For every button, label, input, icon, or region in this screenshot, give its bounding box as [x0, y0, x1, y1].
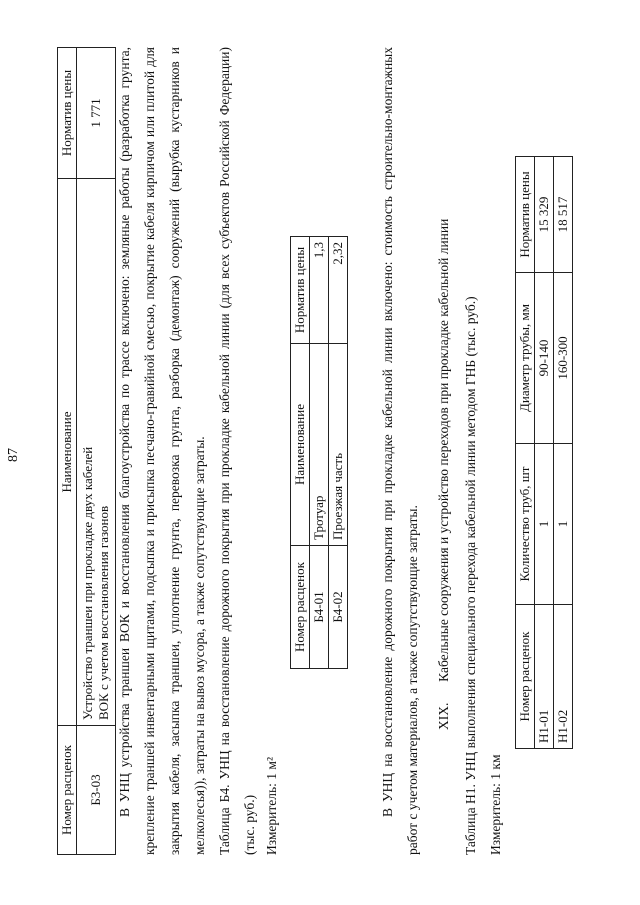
section-heading [436, 219, 452, 730]
section-number: XIX. [436, 702, 451, 730]
table-header-code: Номер расценок [516, 605, 535, 749]
cell-name: Проезжая часть [329, 344, 348, 546]
table-header-price: Норматив цены [58, 48, 77, 179]
table-row [310, 237, 329, 669]
table-row [554, 157, 573, 749]
cell-diameter: 160-300 [554, 273, 573, 444]
cell-name [77, 179, 116, 726]
section-title: Кабельные сооружения и устройство переходов при прокладке кабельной линии [436, 218, 451, 682]
table-header-name: Наименование [58, 179, 77, 726]
table-header-price: Норматив цены [516, 157, 535, 273]
table-b3 [57, 47, 116, 855]
table-row [329, 237, 348, 669]
cell-price: 1,3 [310, 237, 329, 344]
table-header-name: Наименование [291, 344, 310, 546]
table-b4-caption: Таблица Б4. УНЦ на восстановление дорожного покрытия при прокладке кабельной линии (для всех субъектов Российской Федерации) (тыс. руб.) [217, 47, 257, 855]
cell-price: 18 517 [554, 157, 573, 273]
table-header-row [58, 48, 77, 855]
table-header-count: Количество труб, шт [516, 444, 535, 605]
table-h1 [515, 156, 573, 749]
cell-count: 1 [554, 444, 573, 605]
table-h1-caption: Таблица Н1. УНЦ выполнения специального перехода кабельной линии методом ГНБ (тыс. руб.) [463, 296, 478, 855]
cell-code: Н1-01 [535, 605, 554, 749]
cell-count: 1 [535, 444, 554, 605]
cell-diameter: 90-140 [535, 273, 554, 444]
table-header-code: Номер расценок [58, 726, 77, 855]
table-b4 [290, 236, 348, 669]
table-header-diameter: Диаметр трубы, мм [516, 273, 535, 444]
cell-name-line: ВОК с учетом восстановления газонов [96, 505, 111, 720]
cell-code: Н1-02 [554, 605, 573, 749]
table-h1-meter: Измеритель: 1 км [488, 754, 503, 855]
cell-price: 1 771 [77, 48, 116, 179]
table-row [77, 48, 116, 855]
table-b4-meter: Измеритель: 1 м² [264, 756, 279, 855]
table-header-row [516, 157, 535, 749]
cell-price: 15 329 [535, 157, 554, 273]
paragraph-road-restoration: В УНЦ на восстановление дорожного покрытия при прокладке кабельной линии включено: стоимость строительно-монтажных работ с учетом материалов, а также сопутствующие затраты. [380, 47, 420, 855]
cell-code: Б4-02 [329, 546, 348, 669]
table-header-price: Норматив цены [291, 237, 310, 344]
cell-name-line: Устройство траншеи при прокладке двух кабелей [80, 446, 95, 720]
page-number: 87 [6, 448, 21, 462]
cell-code: Б3-03 [77, 726, 116, 855]
cell-price: 2,32 [329, 237, 348, 344]
cell-code: Б4-01 [310, 546, 329, 669]
paragraph-trench-works: В УНЦ устройства траншеи ВОК и восстановления благоустройства по трассе включено: земляные работы (разработка грунта, крепление траншей инвентарными щитами, подсыпка и присыпка песчано-гравийной смесью, покрытие кабеля кирпичом или плитой для закрытия кабеля, засыпка траншеи, уплотнение грунта, перевозка грунта, разборка (демонтаж) сооружений (вырубка кустарников и мелколесья)), затраты на вывоз мусора, а также сопутствующие затраты. [117, 47, 207, 855]
table-header-code: Номер расценок [291, 546, 310, 669]
cell-name: Тротуар [310, 344, 329, 546]
table-row [535, 157, 554, 749]
table-header-row [291, 237, 310, 669]
